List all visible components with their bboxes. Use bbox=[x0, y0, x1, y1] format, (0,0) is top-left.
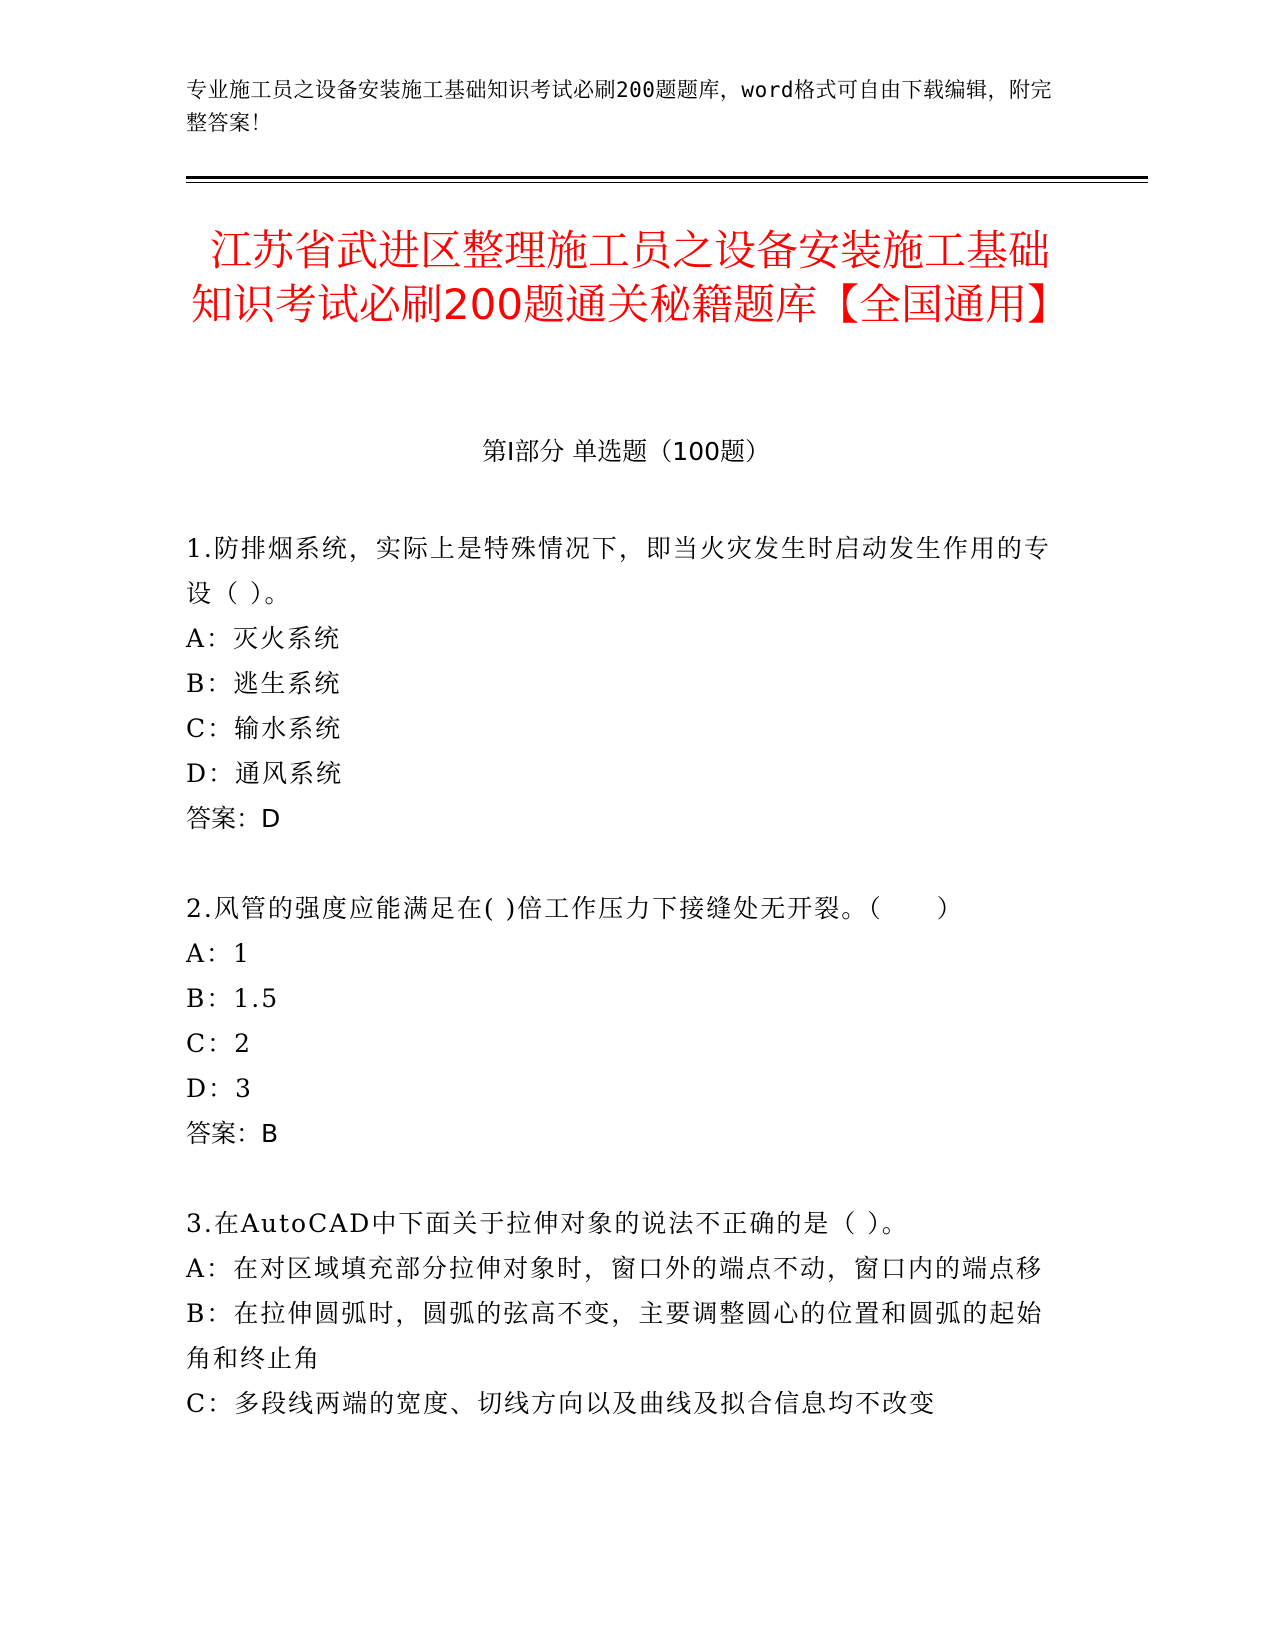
option-a: A：1 bbox=[186, 939, 251, 968]
section-title: 第Ⅰ部分 单选题（100题） bbox=[481, 437, 771, 466]
header-divider-thick bbox=[186, 176, 1148, 179]
question-3 bbox=[186, 1201, 1066, 1426]
option-b: B：逃生系统 bbox=[186, 669, 342, 698]
option-c: C：输水系统 bbox=[186, 714, 343, 743]
option-c: C：多段线两端的宽度、切线方向以及曲线及拟合信息均不改变 bbox=[186, 1389, 937, 1418]
option-b: B：1.5 bbox=[186, 984, 280, 1013]
answer-line: 答案：D bbox=[186, 804, 281, 833]
question-stem: 3.在AutoCAD中下面关于拉伸对象的说法不正确的是（ ）。 bbox=[186, 1209, 909, 1238]
option-c: C：2 bbox=[186, 1029, 253, 1058]
option-a: A：在对区域填充部分拉伸对象时，窗口外的端点不动，窗口内的端点移 bbox=[186, 1254, 1044, 1283]
answer-line: 答案：B bbox=[186, 1119, 279, 1148]
question-list bbox=[186, 526, 1066, 1471]
question-1 bbox=[186, 526, 1066, 841]
question-2 bbox=[186, 886, 1066, 1156]
header-note: 专业施工员之设备安装施工基础知识考试必刷200题题库，word格式可自由下载编辑，附完整答案！ bbox=[186, 78, 1052, 135]
option-d: D：3 bbox=[186, 1074, 253, 1103]
document-title: 江苏省武进区整理施工员之设备安装施工基础知识考试必刷200题通关秘籍题库【全国通用】 bbox=[190, 226, 1070, 329]
question-stem: 1.防排烟系统，实际上是特殊情况下，即当火灾发生时启动发生作用的专设（ ）。 bbox=[186, 534, 1051, 608]
option-d: D：通风系统 bbox=[186, 759, 344, 788]
option-a: A：灭火系统 bbox=[186, 624, 342, 653]
question-stem: 2.风管的强度应能满足在( )倍工作压力下接缝处无开裂。（ ） bbox=[186, 894, 964, 923]
header-divider-thin bbox=[186, 182, 1148, 183]
option-b: B：在拉伸圆弧时，圆弧的弦高不变，主要调整圆心的位置和圆弧的起始角和终止角 bbox=[186, 1299, 1044, 1373]
